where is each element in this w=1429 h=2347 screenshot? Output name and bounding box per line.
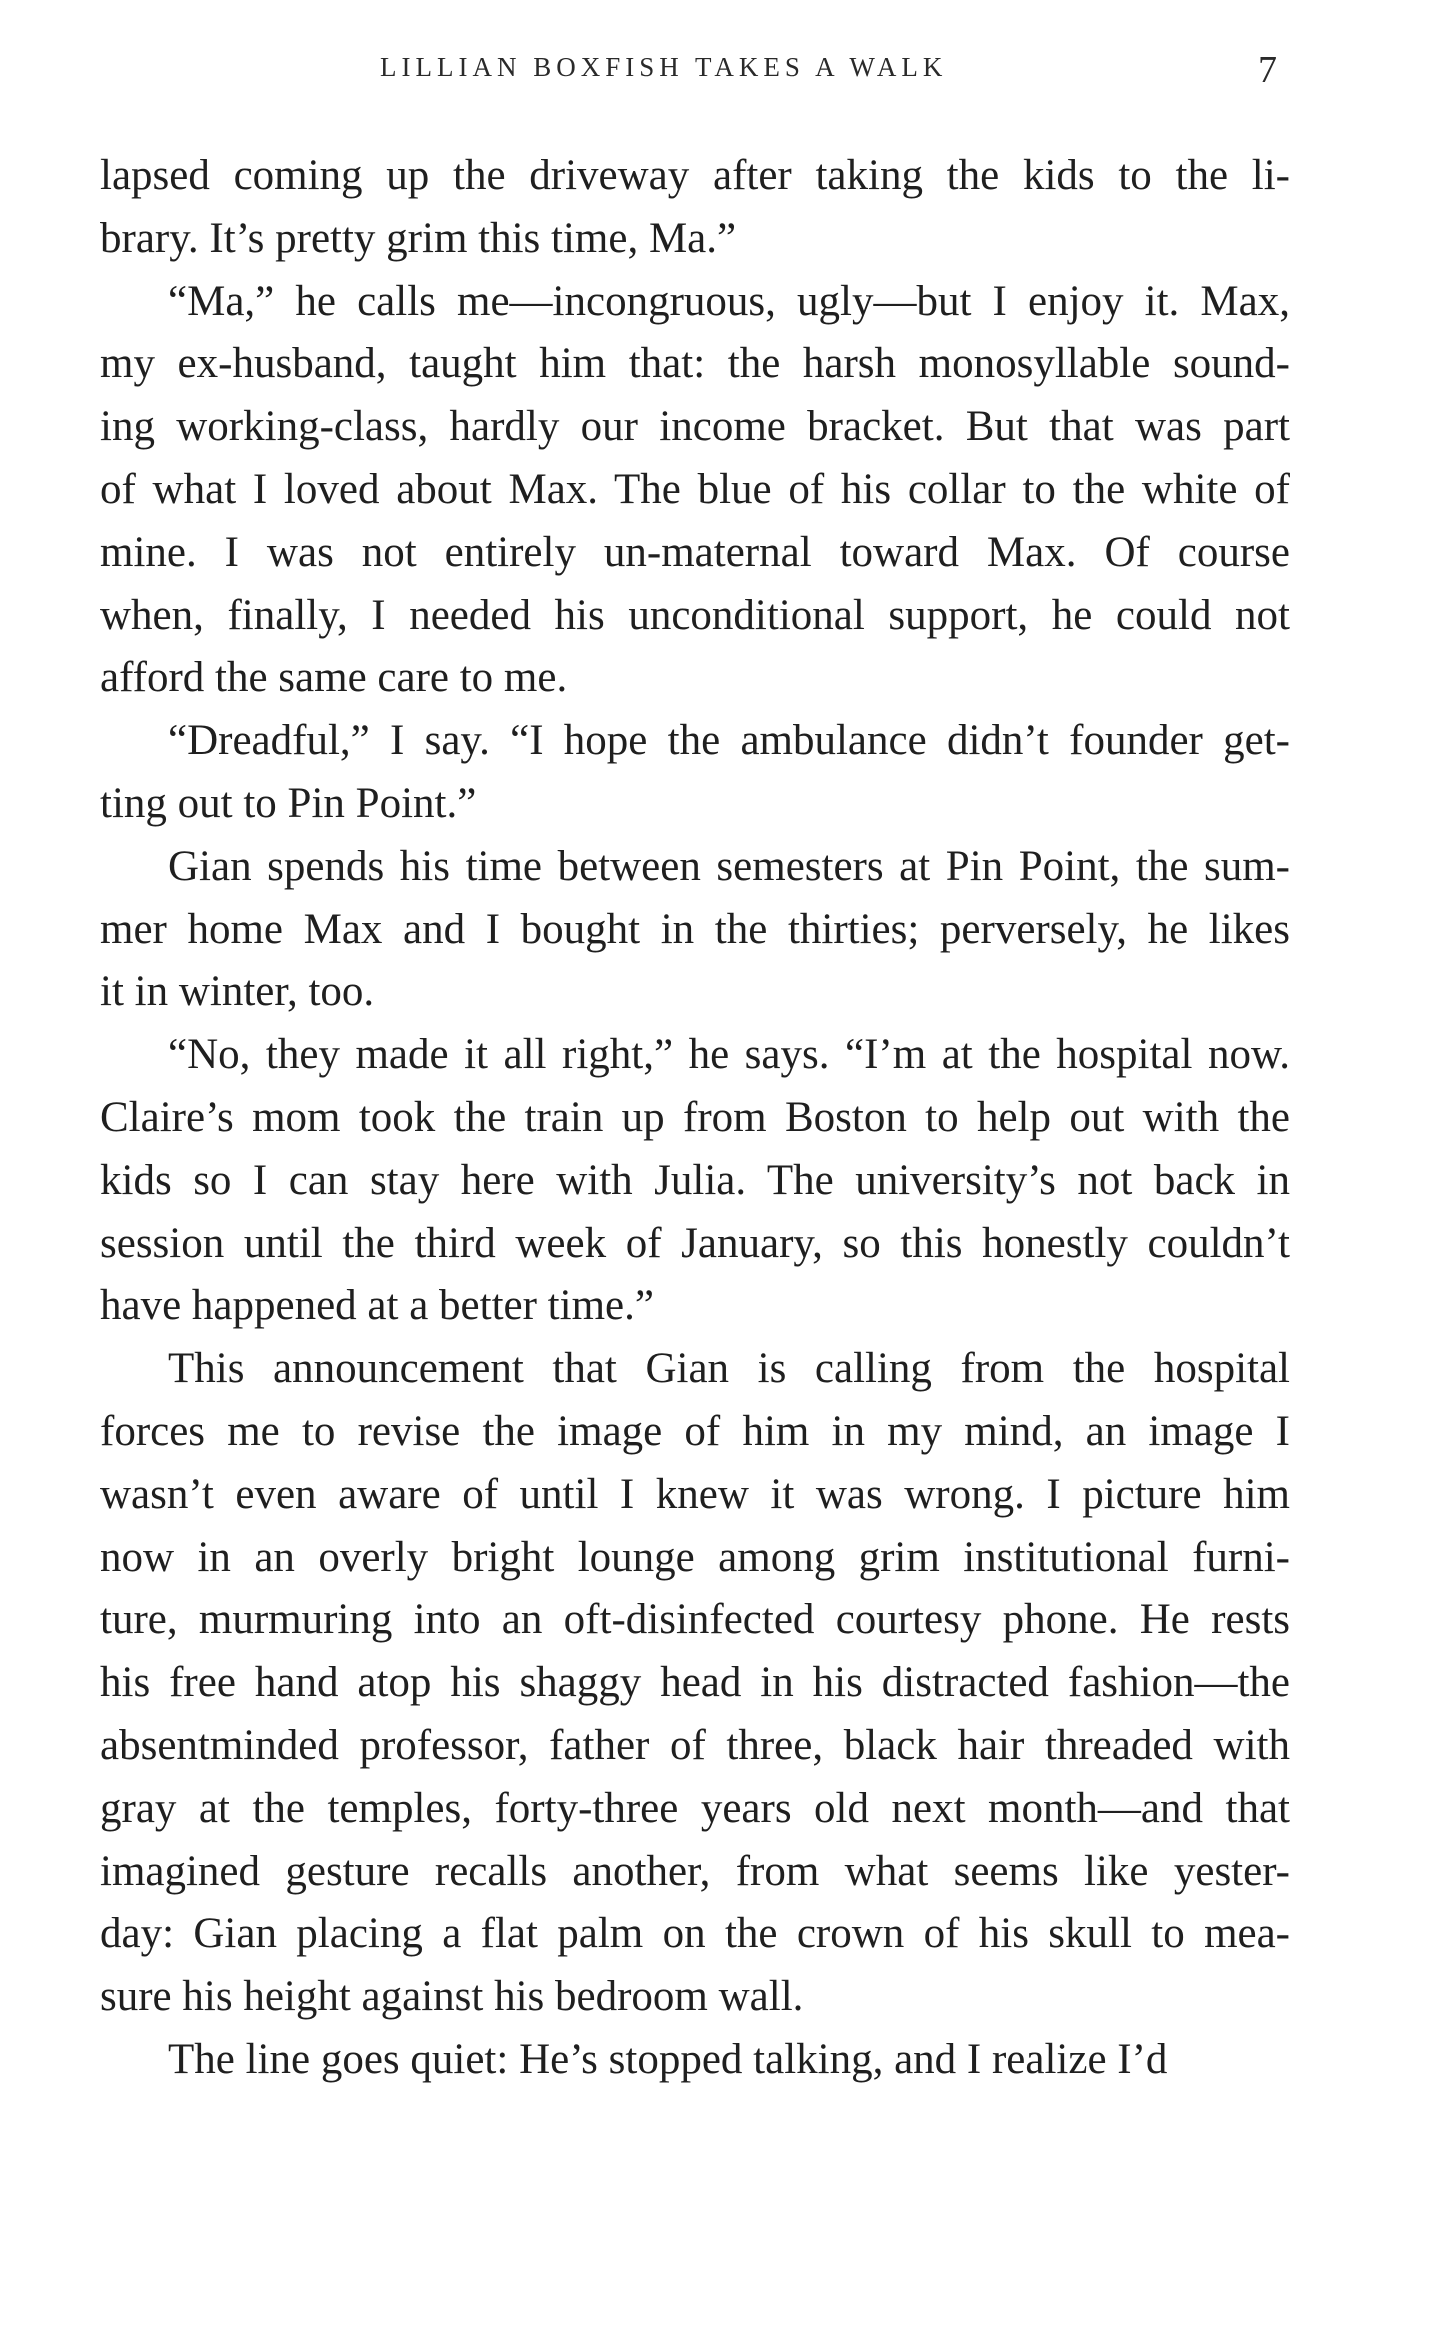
- paragraph-first-line: “Dreadful,” I say. “I hope the ambulance didn’t founder get-: [168, 717, 1290, 765]
- paragraph-first-line: “Ma,” he calls me—incongruous, ugly—but I enjoy it. Max,: [168, 277, 1290, 325]
- text-line: afford the same care to me.: [100, 654, 568, 702]
- text-line: brary. It’s pretty grim this time, Ma.”: [100, 214, 737, 262]
- paragraph-first-line: Gian spends his time between semesters at Pin Point, the sum-: [168, 842, 1290, 890]
- text-line: now in an overly bright lounge among grim institutional furni-: [100, 1533, 1290, 1581]
- text-line: kids so I can stay here with Julia. The university’s not back in: [100, 1156, 1290, 1204]
- text-line: lapsed coming up the driveway after taking the kids to the li-: [100, 152, 1290, 199]
- text-line: ture, murmuring into an oft-disinfected courtesy phone. He rests: [100, 1596, 1290, 1644]
- text-line: have happened at a better time.”: [100, 1282, 654, 1330]
- text-line: wasn’t even aware of until I knew it was wrong. I picture him: [100, 1470, 1290, 1518]
- text-line: ing working-class, hardly our income bracket. But that was part: [100, 403, 1290, 451]
- text-line: imagined gesture recalls another, from what seems like yester-: [100, 1847, 1290, 1895]
- text-line: when, finally, I needed his unconditional support, he could not: [100, 591, 1290, 639]
- text-line: his free hand atop his shaggy head in his distracted fashion—the: [100, 1659, 1290, 1707]
- text-line: absentminded professor, father of three, black hair threaded with: [100, 1721, 1290, 1769]
- paragraph-first-line: The line goes quiet: He’s stopped talking, and I realize I’d: [168, 2035, 1168, 2083]
- text-line: day: Gian placing a flat palm on the crown of his skull to mea-: [100, 1910, 1290, 1958]
- paragraph-first-line: This announcement that Gian is calling from the hospital: [168, 1345, 1290, 1393]
- text-line: my ex-husband, taught him that: the harsh monosyllable sound-: [100, 340, 1290, 388]
- text-line: forces me to revise the image of him in my mind, an image I: [100, 1407, 1290, 1455]
- page-number: 7: [1258, 49, 1277, 91]
- text-line: session until the third week of January, so this honestly couldn’t: [100, 1219, 1290, 1267]
- text-line: of what I loved about Max. The blue of his collar to the white of: [100, 465, 1290, 513]
- text-line: Claire’s mom took the train up from Boston to help out with the: [100, 1093, 1290, 1141]
- text-line: mine. I was not entirely un-maternal toward Max. Of course: [100, 528, 1290, 576]
- running-title: LILLIAN BOXFISH TAKES A WALK: [380, 52, 948, 82]
- paragraph-first-line: “No, they made it all right,” he says. “I’m at the hospital now.: [168, 1031, 1290, 1079]
- text-line: mer home Max and I bought in the thirties; perversely, he likes: [100, 905, 1290, 953]
- text-line: gray at the temples, forty-three years old next month—and that: [100, 1784, 1290, 1832]
- running-head: [0, 48, 1429, 91]
- body-text: [100, 145, 1290, 2092]
- text-line: it in winter, too.: [100, 968, 375, 1016]
- text-line: sure his height against his bedroom wall.: [100, 1973, 804, 2021]
- text-line: ting out to Pin Point.”: [100, 779, 477, 827]
